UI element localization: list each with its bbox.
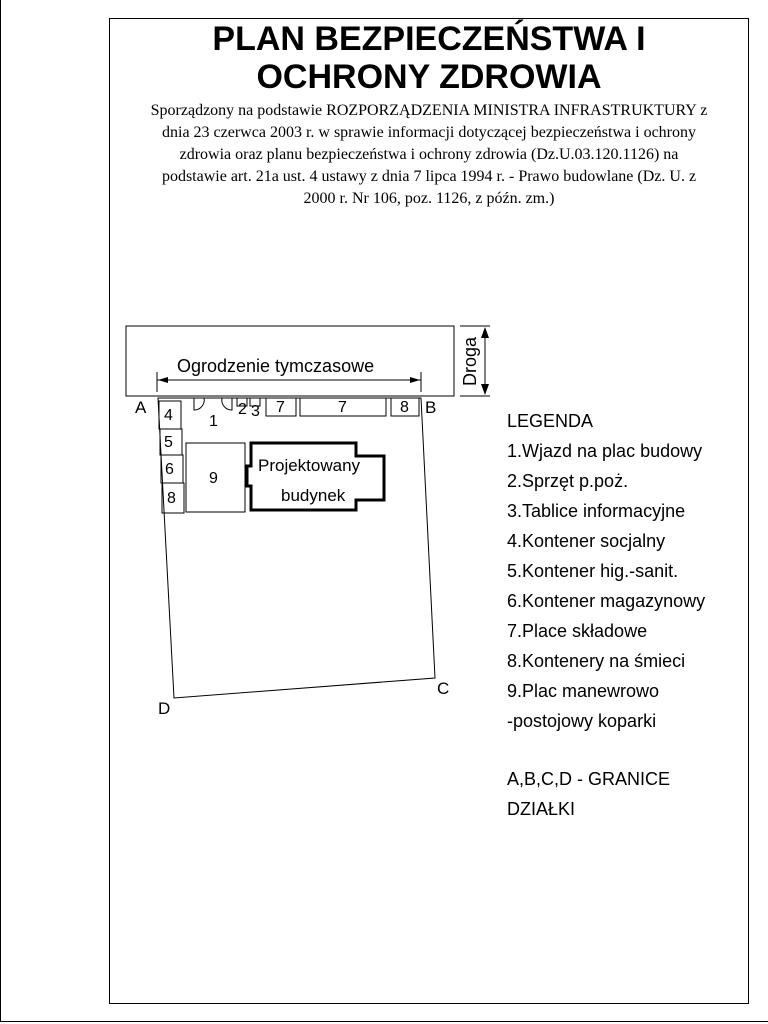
legend-entry: 5.Kontener hig.-sanit. [507, 561, 679, 581]
building-label-line-1: Projektowany [258, 456, 361, 475]
legend-boundary-line-1: A,B,C,D - GRANICE [507, 769, 671, 789]
corner-c-label: C [437, 679, 450, 698]
road-arrow-down [481, 384, 489, 395]
corner-b-label: B [425, 398, 437, 417]
road-arrow-up [481, 327, 489, 338]
subtitle-line-2: dnia 23 czerwca 2003 r. w sprawie informacji dotyczącej bezpieczeństwa i ochrony [162, 124, 696, 141]
legend-boundary-line-2: DZIAŁKI [507, 799, 576, 819]
title-line-1: PLAN BEZPIECZEŃSTWA I [212, 20, 646, 58]
title-line-2: OCHRONY ZDROWIA [256, 58, 602, 96]
maneuver-area-label: 9 [209, 470, 218, 487]
legend-entry: -postojowy koparki [507, 711, 657, 731]
bins-side-label: 8 [167, 490, 176, 507]
legend-entry: 1.Wjazd na plac budowy [507, 441, 703, 461]
legend-entry: 7.Place składowe [507, 621, 648, 641]
gate-symbol [194, 398, 232, 410]
gate-label: 1 [209, 413, 218, 430]
storage-container-label: 6 [165, 461, 174, 478]
fence-arrow-right [410, 377, 420, 383]
subtitle-line-1: Sporządzony na podstawie ROZPORZĄDZENIA MINISTRA INFRASTRUKTURY z [150, 102, 708, 119]
legend-entry: 9.Plac manewrowo [507, 681, 660, 701]
hygiene-container-label: 5 [164, 434, 173, 451]
fence-arrow-left [158, 377, 168, 383]
legend-entry: 2.Sprzęt p.poż. [507, 471, 629, 491]
storage-area-small-label: 7 [276, 399, 285, 416]
storage-area-large-label: 7 [338, 399, 347, 416]
legend [507, 410, 705, 828]
bins-top-label: 8 [400, 399, 409, 416]
building-label-line-2: budynek [281, 486, 346, 505]
legend-entry: 3.Tablice informacyjne [507, 501, 686, 521]
social-container-label: 4 [164, 407, 173, 424]
subtitle-line-5: 2000 r. Nr 106, poz. 1126, z późn. zm.) [303, 190, 555, 207]
legend-heading: LEGENDA [507, 411, 594, 431]
legend-entry: 6.Kontener magazynowy [507, 591, 706, 611]
legend-spacer [507, 740, 705, 768]
legend-entry: 8.Kontenery na śmieci [507, 651, 686, 671]
fence-label: Ogrodzenie tymczasowe [177, 356, 375, 376]
fire-equipment-label: 2 [238, 401, 247, 418]
info-boards-label: 3 [251, 403, 260, 420]
legend-entry: 4.Kontener socjalny [507, 531, 666, 551]
subtitle-line-3: zdrowia oraz planu bezpieczeństwa i ochrony zdrowia (Dz.U.03.120.1126) na [179, 146, 679, 163]
corner-d-label: D [158, 699, 171, 718]
corner-a-label: A [135, 398, 147, 417]
road-label: Droga [460, 336, 480, 386]
subtitle-line-4: podstawie art. 21a ust. 4 ustawy z dnia 7 lipca 1994 r. - Prawo budowlane (Dz. U. z [161, 168, 697, 185]
